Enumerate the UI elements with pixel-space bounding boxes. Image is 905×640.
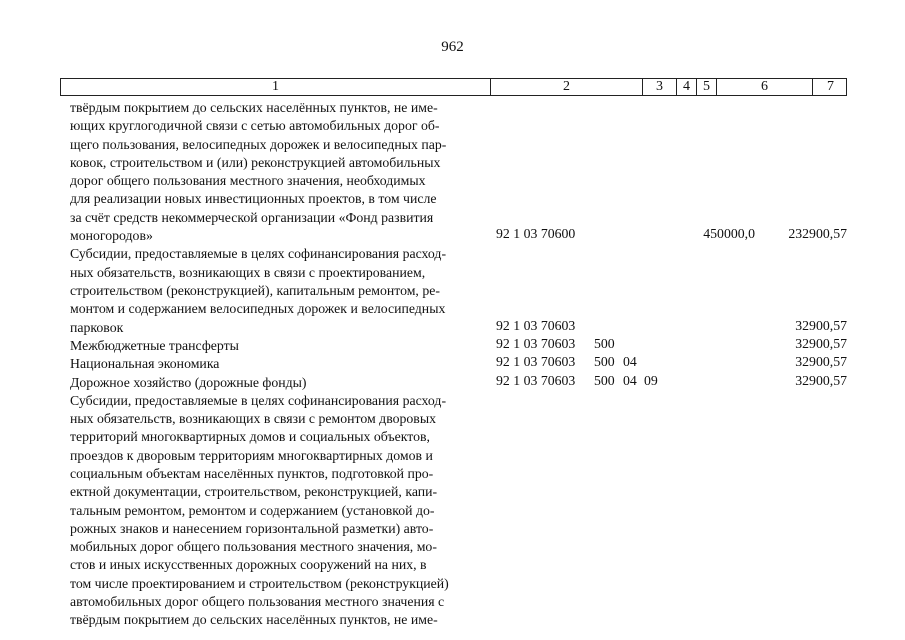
description-line: ных обязательств, возникающих в связи с ремонтом дворовых <box>70 411 436 427</box>
target-article-code: 92 1 03 70603 <box>496 335 576 351</box>
description-line: ектной документации, строительством, реконструкцией, капи- <box>70 484 438 500</box>
row-description <box>70 99 488 245</box>
description-line: ных обязательств, возникающих в связи с проектированием, <box>70 264 426 280</box>
description-line: автомобильных дорог общего пользования местного значения с <box>70 594 445 610</box>
row-description <box>70 392 488 630</box>
header-col-3: 3 <box>643 79 677 95</box>
amount-col-7: 232900,57 <box>788 226 847 242</box>
description-line: парковок <box>70 319 124 335</box>
description-line: для реализации новых инвестиционных проектов, в том числе <box>70 191 437 207</box>
description-line: щего пользования, велосипедных дорожек и велосипедных пар- <box>70 136 447 152</box>
header-col-2: 2 <box>491 79 643 95</box>
header-col-4: 4 <box>677 79 697 95</box>
description-line: ковок, строительством и (или) реконструкцией автомобильных <box>70 154 441 170</box>
expense-type-code: 500 <box>594 372 615 388</box>
description-line: стов и иных искусственных дорожных сооружений на них, в <box>70 557 427 573</box>
description-line: твёрдым покрытием до сельских населённых пунктов, не име- <box>70 100 438 115</box>
amount-col-7: 32900,57 <box>795 354 847 370</box>
row-description <box>70 245 488 336</box>
amount-col-6: 450000,0 <box>703 226 755 242</box>
description-line: твёрдым покрытием до сельских населённых пунктов, не име- <box>70 612 438 628</box>
table-header <box>60 78 847 96</box>
section-code: 04 <box>623 354 637 370</box>
row-description <box>70 337 488 355</box>
description-line: ющих круглогодичной связи с сетью автомобильных дорог об- <box>70 118 440 134</box>
description-line: проездов к дворовым территориям многоквартирных домов и <box>70 447 433 463</box>
expense-type-code: 500 <box>594 354 615 370</box>
section-code: 04 <box>623 372 637 388</box>
target-article-code: 92 1 03 70603 <box>496 372 576 388</box>
row-description <box>70 374 488 392</box>
header-col-1: 1 <box>61 79 491 95</box>
subsection-code: 09 <box>644 372 658 388</box>
description-line: строительством (реконструкцией), капитальным ремонтом, ре- <box>70 282 440 298</box>
description-line: Субсидии, предоставляемые в целях софинансирования расход- <box>70 246 447 262</box>
target-article-code: 92 1 03 70603 <box>496 354 576 370</box>
description-line: том числе проектированием и строительством (реконструкцией) <box>70 575 449 591</box>
amount-col-7: 32900,57 <box>795 317 847 333</box>
description-line: моногородов» <box>70 228 153 244</box>
description-line: территорий многоквартирных домов и социальных объектов, <box>70 429 430 445</box>
description-line: социальным объектам населённых пунктов, подготовкой про- <box>70 465 434 481</box>
amount-col-7: 32900,57 <box>795 372 847 388</box>
description-line: мобильных дорог общего пользования местного значения, мо- <box>70 539 437 555</box>
header-col-7: 7 <box>827 79 834 94</box>
row-description <box>70 355 488 373</box>
description-line: тальным ремонтом, ремонтом и содержанием (установкой до- <box>70 502 435 518</box>
header-col-6: 6 <box>717 79 813 95</box>
description-line: Национальная экономика <box>70 356 220 372</box>
page-number: 962 <box>441 39 464 55</box>
expense-type-code: 500 <box>594 335 615 351</box>
description-line: дорог общего пользования местного значения, необходимых <box>70 173 426 189</box>
description-line: за счёт средств некоммерческой организации «Фонд развития <box>70 209 434 225</box>
description-line: монтом и содержанием велосипедных дорожек и велосипедных <box>70 301 446 317</box>
target-article-code: 92 1 03 70600 <box>496 226 576 242</box>
target-article-code: 92 1 03 70603 <box>496 317 576 333</box>
description-line: рожных знаков и нанесением горизонтальной разметки) авто- <box>70 520 434 536</box>
header-col-5: 5 <box>697 79 717 95</box>
description-line: Межбюджетные трансферты <box>70 337 239 353</box>
amount-col-7: 32900,57 <box>795 335 847 351</box>
description-line: Дорожное хозяйство (дорожные фонды) <box>70 374 307 390</box>
description-line: Субсидии, предоставляемые в целях софинансирования расход- <box>70 392 447 408</box>
